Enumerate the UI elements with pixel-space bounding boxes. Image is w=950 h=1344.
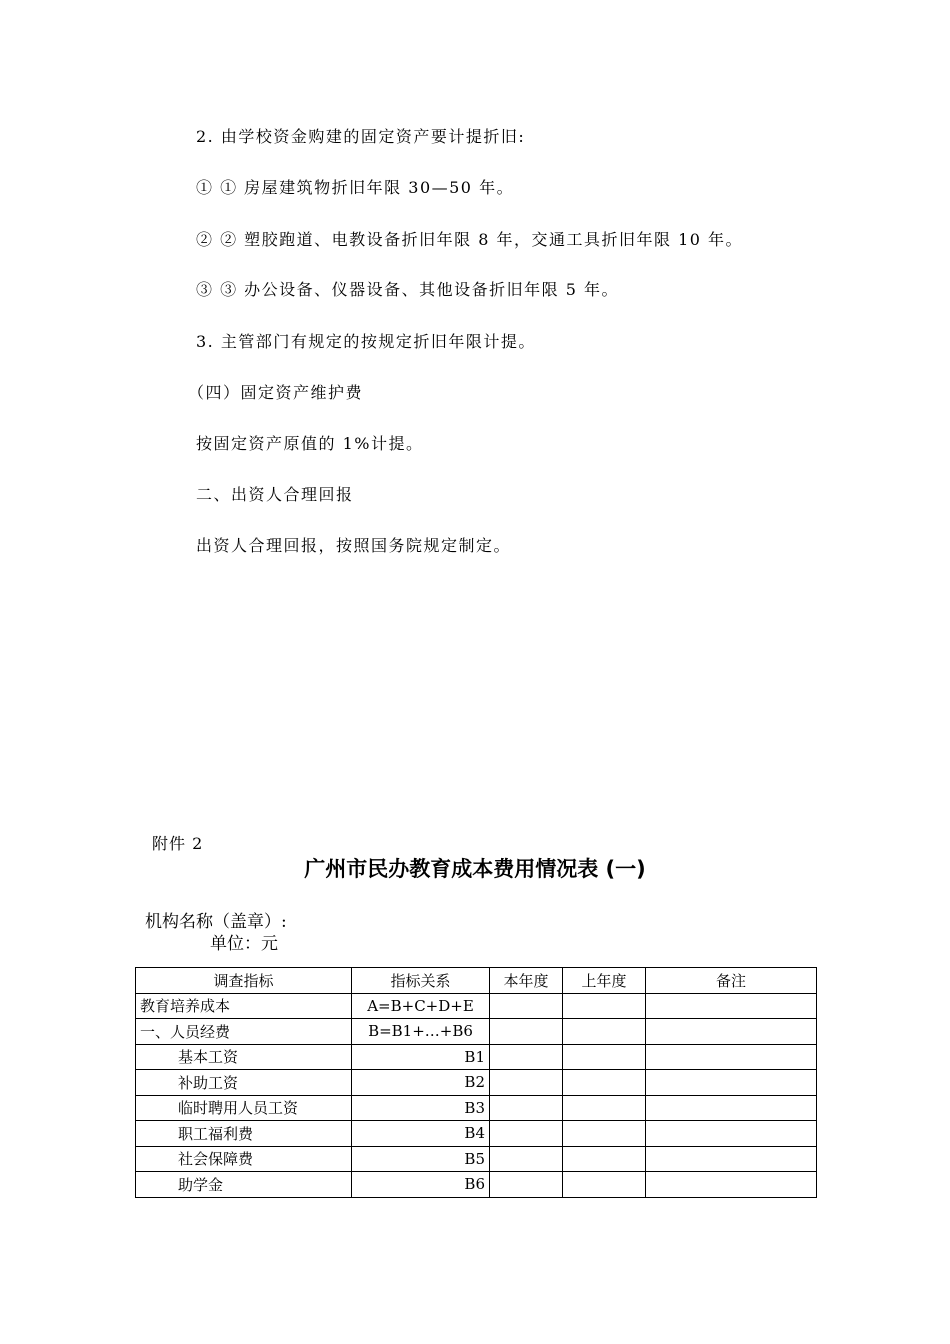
- cell-last-year[interactable]: [563, 1121, 646, 1147]
- cell-last-year[interactable]: [563, 1044, 646, 1070]
- table-row: [136, 1121, 817, 1147]
- paragraph-authority-rule: 3. 主管部门有规定的按规定折旧年限计提。: [196, 332, 536, 351]
- attachment-label: 附件 2: [152, 834, 204, 853]
- unit-label: 单位：元: [210, 934, 278, 954]
- cell-indicator: 社会保障费: [136, 1146, 352, 1172]
- cost-table: [135, 967, 817, 1198]
- cell-relation: B6: [352, 1172, 490, 1198]
- cell-last-year[interactable]: [563, 1095, 646, 1121]
- cell-relation: B4: [352, 1121, 490, 1147]
- cell-relation: B=B1+…+B6: [352, 1019, 490, 1045]
- cell-remarks[interactable]: [646, 993, 817, 1019]
- cell-remarks[interactable]: [646, 1044, 817, 1070]
- cell-relation: B3: [352, 1095, 490, 1121]
- table-row: [136, 1019, 817, 1045]
- page-title: 广州市民办教育成本费用情况表 (一): [304, 857, 646, 881]
- cell-last-year[interactable]: [563, 1146, 646, 1172]
- table-row: [136, 993, 817, 1019]
- header-this-year: 本年度: [490, 968, 563, 994]
- cell-remarks[interactable]: [646, 1121, 817, 1147]
- cell-relation: B5: [352, 1146, 490, 1172]
- table-row: [136, 1095, 817, 1121]
- cell-this-year[interactable]: [490, 1070, 563, 1096]
- heading-investor-return: 二、出资人合理回报: [196, 485, 354, 504]
- cell-remarks[interactable]: [646, 1146, 817, 1172]
- header-remarks: 备注: [646, 968, 817, 994]
- cell-indicator: 职工福利费: [136, 1121, 352, 1147]
- cell-indicator: 临时聘用人员工资: [136, 1095, 352, 1121]
- paragraph-office-equipment: ③ ③ 办公设备、仪器设备、其他设备折旧年限 5 年。: [196, 280, 620, 299]
- paragraph-equipment: ② ② 塑胶跑道、电教设备折旧年限 8 年，交通工具折旧年限 10 年。: [196, 230, 744, 249]
- header-indicator: 调查指标: [136, 968, 352, 994]
- cell-indicator: 一、人员经费: [136, 1019, 352, 1045]
- paragraph-buildings: ① ① 房屋建筑物折旧年限 30—50 年。: [196, 178, 515, 197]
- cell-relation: B2: [352, 1070, 490, 1096]
- heading-maintenance: （四）固定资产维护费: [188, 383, 364, 402]
- table-row: [136, 1146, 817, 1172]
- header-last-year: 上年度: [563, 968, 646, 994]
- table-row: [136, 1070, 817, 1096]
- org-name-label: 机构名称（盖章）:: [145, 912, 287, 932]
- cell-last-year[interactable]: [563, 1019, 646, 1045]
- header-relation: 指标关系: [352, 968, 490, 994]
- cell-indicator: 补助工资: [136, 1070, 352, 1096]
- cell-remarks[interactable]: [646, 1095, 817, 1121]
- cell-last-year[interactable]: [563, 993, 646, 1019]
- paragraph-depreciation-intro: 2. 由学校资金购建的固定资产要计提折旧:: [196, 127, 526, 146]
- cell-relation: B1: [352, 1044, 490, 1070]
- cell-last-year[interactable]: [563, 1070, 646, 1096]
- cell-this-year[interactable]: [490, 993, 563, 1019]
- table-row: [136, 1044, 817, 1070]
- cell-relation: A=B+C+D+E: [352, 993, 490, 1019]
- cell-this-year[interactable]: [490, 1172, 563, 1198]
- cell-remarks[interactable]: [646, 1172, 817, 1198]
- cell-this-year[interactable]: [490, 1146, 563, 1172]
- cell-this-year[interactable]: [490, 1044, 563, 1070]
- table-header-row: [136, 968, 817, 994]
- cell-indicator: 基本工资: [136, 1044, 352, 1070]
- paragraph-investor-return: 出资人合理回报，按照国务院规定制定。: [196, 536, 512, 555]
- cell-indicator: 教育培养成本: [136, 993, 352, 1019]
- cell-this-year[interactable]: [490, 1121, 563, 1147]
- paragraph-maintenance: 按固定资产原值的 1%计提。: [196, 434, 424, 453]
- cell-this-year[interactable]: [490, 1095, 563, 1121]
- cell-remarks[interactable]: [646, 1019, 817, 1045]
- cell-remarks[interactable]: [646, 1070, 817, 1096]
- cell-this-year[interactable]: [490, 1019, 563, 1045]
- cell-indicator: 助学金: [136, 1172, 352, 1198]
- cell-last-year[interactable]: [563, 1172, 646, 1198]
- table-row: [136, 1172, 817, 1198]
